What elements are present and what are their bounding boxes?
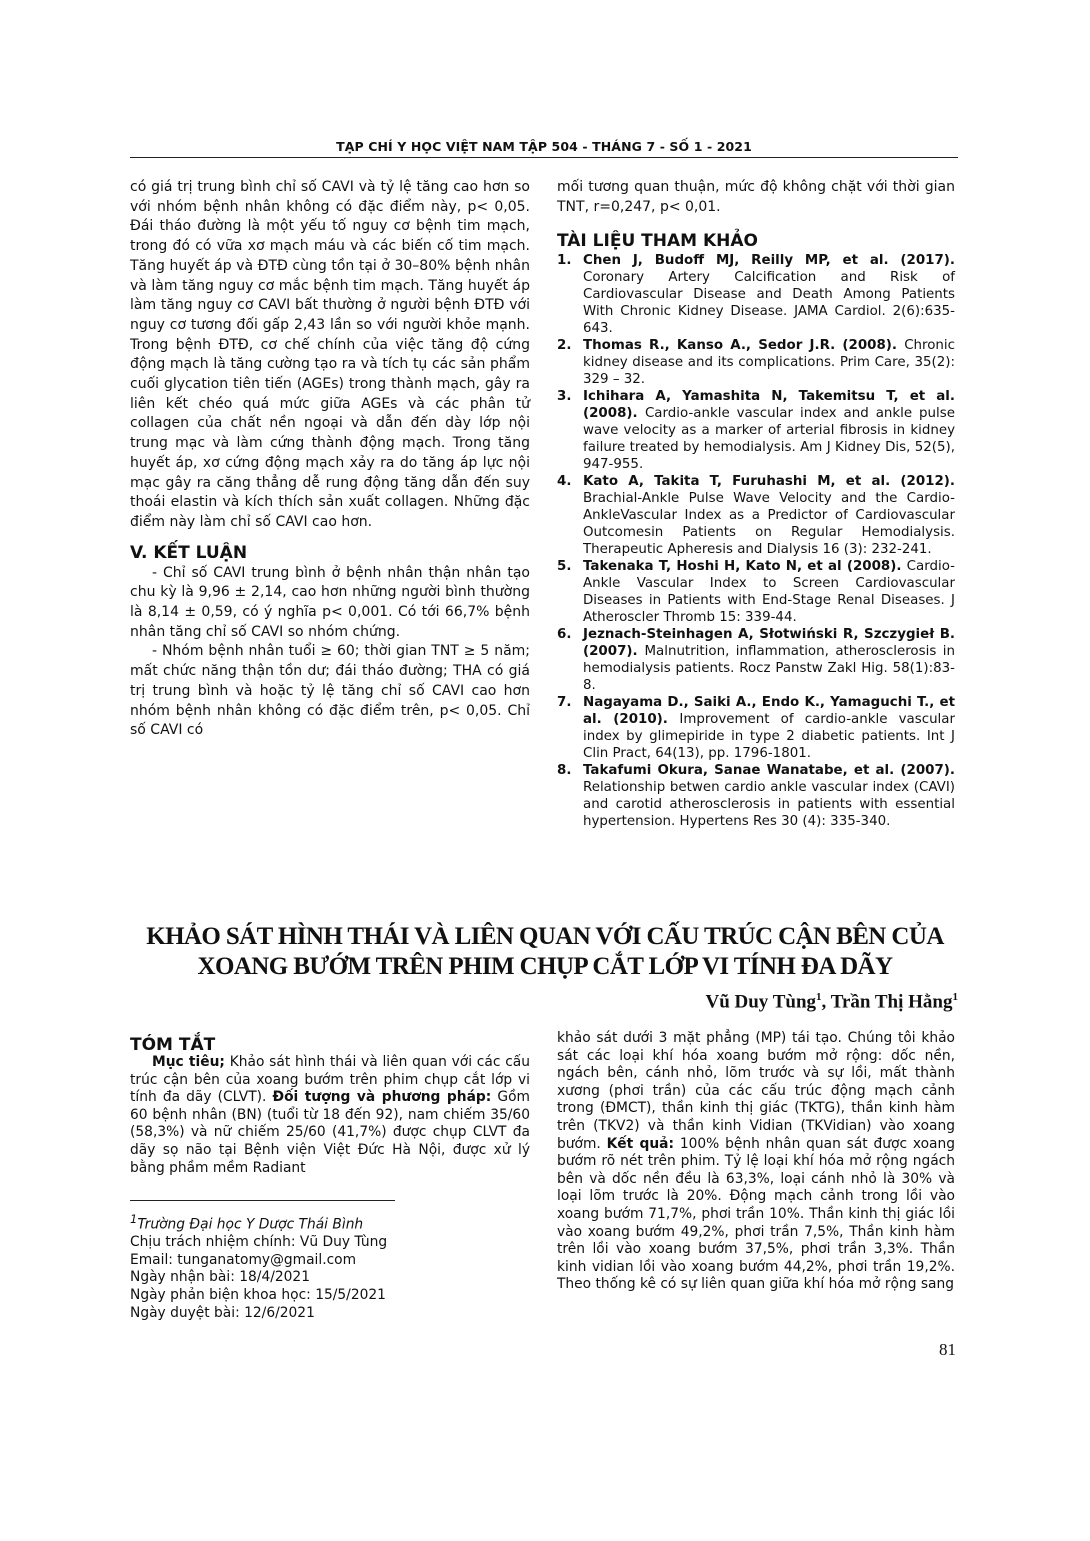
reference-item [557, 762, 955, 830]
footnote-divider [130, 1200, 395, 1201]
summary-heading: TÓM TẮT [130, 1035, 216, 1055]
reference-list [557, 252, 955, 830]
reference-number: 3. [557, 389, 572, 405]
reference-text: Brachial-Ankle Pulse Wave Velocity and the Cardio-AnkleVascular Index as a Predictor of Cardiovascular Outcomesin Patients on Regular Hemodialysis. Therapeutic Apheresis and Dialysis 16 (3): 232-241. [583, 491, 955, 558]
objective-label: Mục tiêu; [152, 1054, 225, 1070]
reference-text: Relationship betwen cardio ankle vascular index (CAVI) and carotid atherosclerosis in patients with essential hypertension. Hypertens Res 30 (4): 335-340. [583, 780, 955, 830]
reference-number: 5. [557, 559, 572, 575]
reference-authors: Nagayama D., Saiki A., Endo K., Yamaguchi T., et al. (2010). [583, 695, 955, 728]
results-label: Kết quả: [606, 1135, 674, 1152]
affiliation-mark: 1 [130, 1212, 138, 1226]
affiliation-mark: 1 [816, 991, 822, 1003]
article-title: KHẢO SÁT HÌNH THÁI VÀ LIÊN QUAN VỚI CẤU TRÚC CẬN BÊN CỦA XOANG BƯỚM TRÊN PHIM CHỤP CẮT LỚP VI TÍNH ĐA DÃY [146, 923, 944, 980]
abstract-right [557, 1030, 955, 1294]
reference-item [557, 252, 955, 337]
reference-authors: Thomas R., Kanso A., Sedor J.R. (2008). [583, 338, 905, 354]
conclusion-paragraph-2: - Nhóm bệnh nhân tuổi ≥ 60; thời gian TNT ≥ 5 năm; mất chức năng thận tồn dư; đái tháo đường; THA có giá trị trung bình và hoặc tỷ lệ tăng chỉ số CAVI cao hơn nhóm bệnh nhân không có đặc điểm trên, p< 0,05. Chỉ số CAVI có [130, 643, 530, 739]
accepted-date: Ngày duyệt bài: 12/6/2021 [130, 1304, 315, 1321]
methods-label: Đối tượng và phương pháp: [272, 1089, 492, 1106]
author-name: Trần Thị Hằng [830, 991, 953, 1013]
methods-text-continued: khảo sát dưới 3 mặt phẳng (MP) tái tạo. Chúng tôi khảo sát các loại khí hóa xoang bướm mở rộng: dốc nền, ngách bên, cánh nhỏ, lõm trước và sự lồi, mất thành xương (phơi trần) của các cấu trúc động mạch cảnh trong (ĐMCT), thần kinh thị giác (TKTG), thần kinh hàm trên (TKV2) và thần kinh Vidian (TKVidian) vào xoang bướm. [557, 1030, 955, 1152]
reference-text: Chronic kidney disease and its complications. Prim Care, 35(2): 329 – 32. [583, 338, 955, 388]
responsible-author: Chịu trách nhiệm chính: Vũ Duy Tùng [130, 1234, 388, 1251]
reference-text: Improvement of cardio-ankle vascular index by glimepiride in type 2 diabetic patients. Int J Clin Pract, 64(13), pp. 1796-1801. [583, 712, 955, 762]
header-divider [130, 157, 958, 158]
reference-number: 2. [557, 338, 572, 354]
reference-item [557, 626, 955, 694]
review-date: Ngày phản biện khoa học: 15/5/2021 [130, 1286, 386, 1303]
conclusion-continuation: mối tương quan thuận, mức độ không chặt với thời gian TNT, r=0,247, p< 0,01. [557, 179, 955, 215]
reference-text: Malnutrition, inflammation, atherosclerosis in hemodialysis patients. Rocz Panstw Zakl Hig. 58(1):83-8. [583, 644, 955, 694]
reference-authors: Ichihara A, Yamashita N, Takemitsu T, et al. (2008). [583, 389, 955, 422]
received-date: Ngày nhận bài: 18/4/2021 [130, 1269, 310, 1286]
reference-authors: Takenaka T, Hoshi H, Kato N, et al (2008). [583, 559, 907, 575]
reference-authors: Chen J, Budoff MJ, Reilly MP, et al. (2017). [583, 253, 955, 269]
reference-number: 1. [557, 253, 572, 269]
left-column-top [130, 178, 530, 740]
discussion-paragraph: có giá trị trung bình chỉ số CAVI và tỷ lệ tăng cao hơn so với nhóm bệnh nhân không có đặc điểm này, p< 0,05. Đái tháo đường là một yếu tố nguy cơ bệnh tim mạch, trong đó có vữa xơ mạch máu và các biến cố tim mạch. Tăng huyết áp và ĐTĐ cùng tồn tại ở 30–80% bệnh nhân và làm tăng nguy cơ mắc bệnh tim mạch. Tăng huyết áp làm tăng nguy cơ CAVI bất thường ở người bệnh ĐTĐ với nguy cơ tương đối gấp 2,43 lần so với người khỏe mạnh. Trong bệnh ĐTĐ, cơ chế chính của việc tăng độ cứng động mạch là tăng cường tạo ra và tích tụ các sản phẩm cuối glycation tiên tiến (AGEs) trong thành mạch, gây ra liên kết chéo quá mức giữa AGEs và các phân tử collagen của chất nền ngoại và dẫn đến dày lớp nội trung mạc và làm cứng thành động mạch. Trong tăng huyết áp, xơ cứng động mạch xảy ra do tăng áp lực nội mạc gây ra căng thẳng dễ rung động tăng dẫn đến suy thoái elastin và kích thích sản xuất collagen. Những đặc điểm này làm chỉ số CAVI cao hơn. [130, 179, 530, 530]
reference-authors: Jeznach-Steinhagen A, Słotwiński R, Szczygieł B. (2007). [583, 627, 955, 660]
reference-item [557, 694, 955, 762]
results-text: 100% bệnh nhân quan sát được xoang bướm rõ nét trên phim. Tỷ lệ loại khí hóa mở rộng ngách bên và dốc nền đều là 63,3%, loại cánh nhỏ là 30% và loại lõm trước là 20%. Động mạch cảnh trong lồi vào xoang bướm 71,7%, phơi trần 10%. Thần kinh thị giác lồi vào xoang bướm 49,2%, phơi trần 7,5%, Thần kinh hàm trên lồi vào xoang bướm 37,5%, phơi trần 3,3%. Thần kinh vidian lồi vào xoang bướm 44,2%, phơi trần 19,2%. Theo thống kê có sự liên quan giữa khí hóa mở rộng sang [557, 1135, 955, 1293]
author-name: Vũ Duy Tùng [705, 991, 817, 1013]
conclusion-paragraph-1: - Chỉ số CAVI trung bình ở bệnh nhân thận nhân tạo chu kỳ là 9,96 ± 2,14, cao hơn những người bình thường là 8,14 ± 0,59, có ý nghĩa p< 0,001. Có tới 66,7% bệnh nhân tăng chỉ số CAVI so nhóm chứng. [130, 564, 530, 640]
page-number: 81 [939, 1340, 956, 1359]
reference-text: Coronary Artery Calcification and Risk of Cardiovascular Disease and Death Among Patients With Chronic Kidney Disease. JAMA Cardiol. 2(6):635-643. [583, 270, 955, 337]
reference-authors: Kato A, Takita T, Furuhashi M, et al. (2012). [583, 474, 955, 490]
reference-number: 8. [557, 763, 572, 779]
reference-number: 7. [557, 695, 572, 711]
author-line: Vũ Duy Tùng$^1$, Trần Thị Hằng$^1$ [705, 991, 958, 1013]
affiliation: $^1$Trường Đại học Y Dược Thái Bình [130, 1212, 364, 1233]
reference-item [557, 558, 955, 626]
affiliation-mark: 1 [952, 991, 958, 1003]
objective-text: Khảo sát hình thái và liên quan với các cấu trúc cận bên của xoang bướm trên phim chụp cắt lớp vi tính đa dãy (CLVT). [130, 1054, 530, 1106]
conclusion-heading: V. KẾT LUẬN [130, 542, 248, 563]
abstract-left [130, 1054, 530, 1178]
reference-item [557, 337, 955, 388]
journal-header: TẠP CHÍ Y HỌC VIỆT NAM TẬP 504 - THÁNG 7 - SỐ 1 - 2021 [336, 139, 752, 154]
reference-text: Cardio-ankle vascular index and ankle pulse wave velocity as a marker of arterial fibrosis in kidney failure treated by hemodialysis. Am J Kidney Dis, 52(5), 947-955. [583, 406, 955, 473]
reference-authors: Takafumi Okura, Sanae Wanatabe, et al. (2007). [583, 763, 955, 779]
methods-text: Gồm 60 bệnh nhân (BN) (tuổi từ 18 đến 92), nam chiếm 35/60 (58,3%) và nữ chiếm 25/60 (41,7%) được chụp CLVT đa dãy sọ não tại Bệnh viện Việt Đức Hà Nội, được xử lý bằng phầm mềm Radiant [130, 1089, 530, 1176]
reference-number: 6. [557, 627, 572, 643]
footnote [130, 1211, 387, 1322]
references-heading: TÀI LIỆU THAM KHẢO [557, 231, 758, 252]
right-column-top [557, 178, 955, 830]
reference-item [557, 388, 955, 473]
reference-number: 4. [557, 474, 572, 490]
reference-item [557, 473, 955, 558]
email: Email: tunganatomy@gmail.com [130, 1251, 357, 1268]
reference-text: Cardio-Ankle Vascular Index to Screen Cardiovascular Diseases in Patients with End-Stage Renal Diseases. J Atheroscler Thromb 15: 339-44. [583, 559, 955, 626]
